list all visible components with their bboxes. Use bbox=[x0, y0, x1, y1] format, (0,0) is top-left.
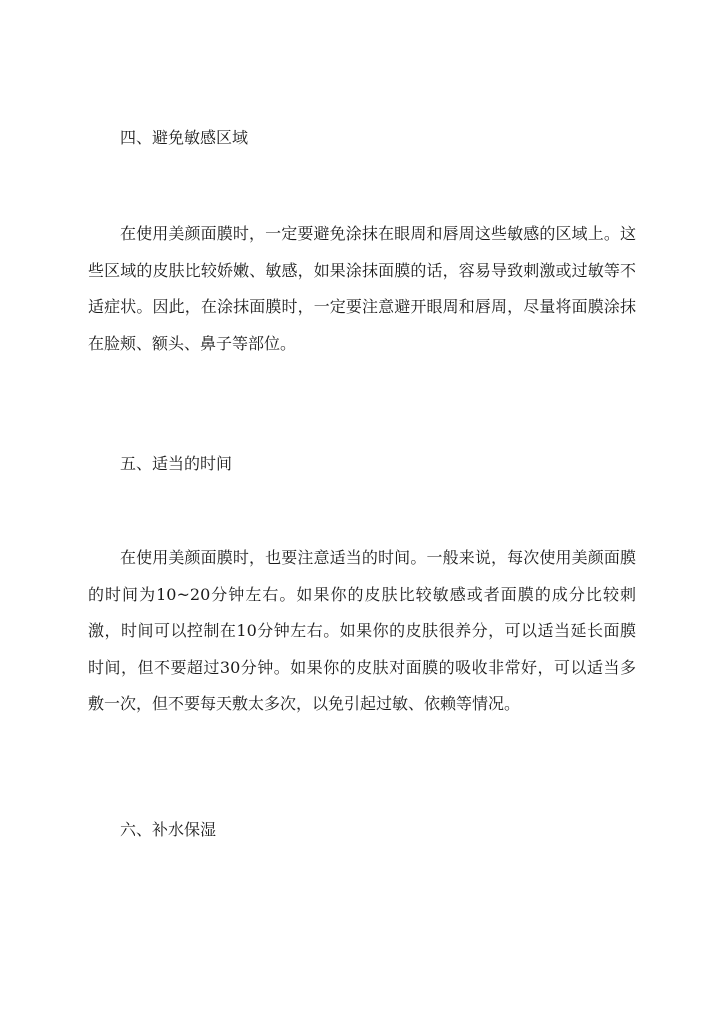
section-heading: 六、补水保湿 bbox=[120, 820, 217, 839]
section-paragraph: 在使用美颜面膜时，也要注意适当的时间。一般来说，每次使用美颜面膜的时间为10~20分钟左右。如果你的皮肤比较敏感或者面膜的成分比较刺激，时间可以控制在10分钟左右。如果你的皮肤很养分，可以适当延长面膜时间，但不要超过30分钟。如果你的皮肤对面膜的吸收非常好，可以适当多敷一次，但不要每天敷太多次，以免引起过敏、依赖等情况。 bbox=[88, 548, 636, 713]
section-heading: 四、避免敏感区域 bbox=[120, 128, 249, 147]
section-heading: 五、适当的时间 bbox=[120, 454, 233, 473]
section-paragraph: 在使用美颜面膜时，一定要避免涂抹在眼周和唇周这些敏感的区域上。这些区域的皮肤比较娇嫩、敏感，如果涂抹面膜的话，容易导致刺激或过敏等不适症状。因此，在涂抹面膜时，一定要注意避开眼周和唇周，尽量将面膜涂抹在脸颊、额头、鼻子等部位。 bbox=[88, 224, 636, 353]
